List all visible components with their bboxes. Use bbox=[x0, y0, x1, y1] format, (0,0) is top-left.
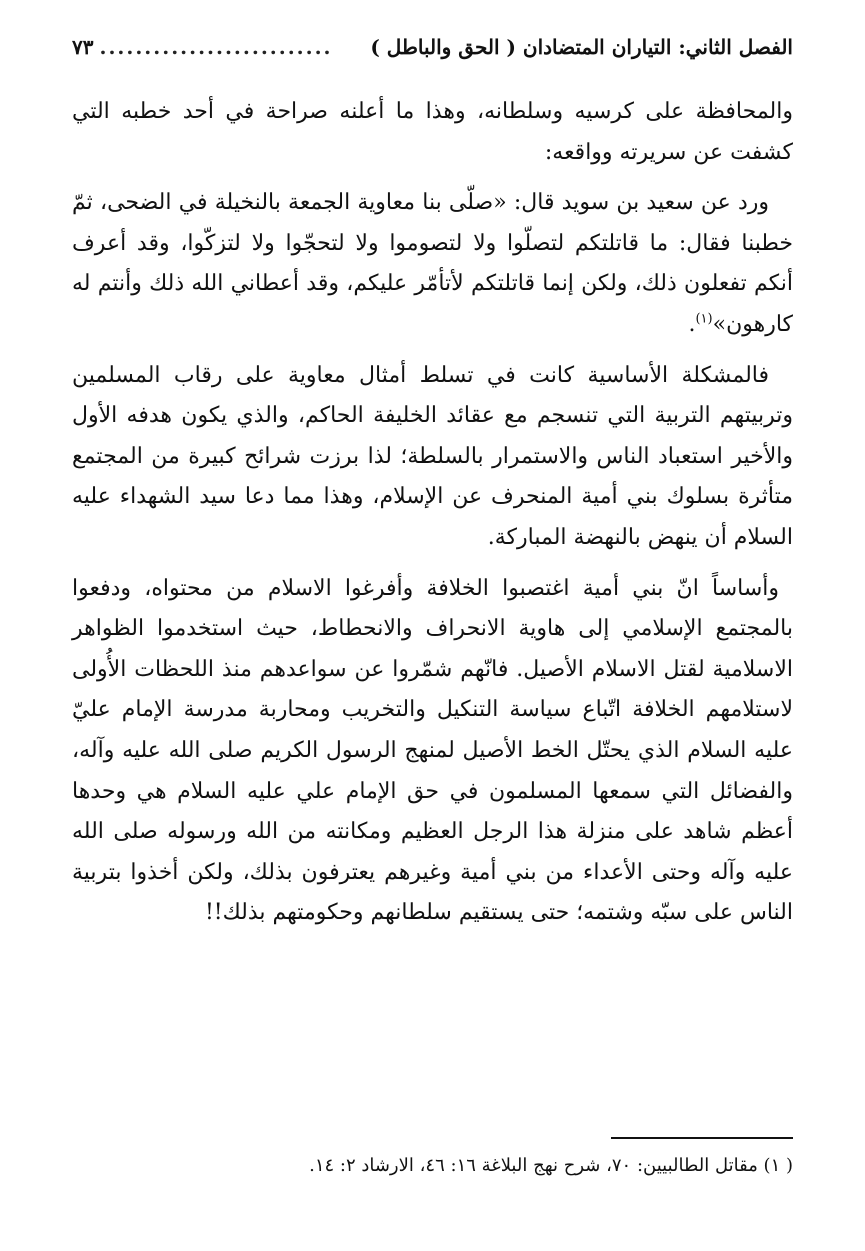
footnote-marker: (١) bbox=[695, 311, 713, 327]
paragraph: والمحافظة على كرسيه وسلطانه، وهذا ما أعلنه صراحة في أحد خطبه التي كشفت عن سريرته وواقعه: bbox=[72, 99, 793, 165]
paragraph: فالمشكلة الأساسية كانت في تسلط أمثال معاوية على رقاب المسلمين وتربيتهم التربية التي تنسجم مع عقائد الخليفة الحاكم، والذي يكون هدفه الأول والأخير استعباد الناس والاستمرار بالسلطة؛ لذا برزت شرائح كبيرة من المجتمع متأثرة بسلوك بني أمية المنحرف عن الإسلام، وهذا مما دعا سيد الشهداء عليه السلام أن ينهض بالنهضة المباركة. bbox=[72, 362, 793, 550]
paragraph: وأساساً انّ بني أمية اغتصبوا الخلافة وأفرغوا الاسلام من محتواه، ودفعوا بالمجتمع الإسلامي إلى هاوية الانحراف والانحطاط، حيث استخدموا الظواهر الاسلامية لقتل الاسلام الأصيل. فانّهم شمّروا عن سواعدهم منذ اللحظات الأُولى لاستلامهم الخلافة اتّباع سياسة التنكيل والتخريب ومحاربة مدرسة الإمام عليّ عليه السلام الذي يحتّل الخط الأصيل لمنهج الرسول الكريم صلى الله عليه وآله، والفضائل التي سمعها المسلمون في حق الإمام علي عليه السلام هي وحدها أعظم شاهد على منزلة هذا الرجل العظيم ومكانته من الله ورسوله صلى الله عليه وآله وحتى الأعداء من بني أمية وغيرهم يعترفون بذلك، ولكن أخذوا بتربية الناس على سبّه وشتمه؛ حتى يستقيم سلطانهم وحكومتهم بذلك!! bbox=[72, 575, 793, 926]
leader-dots: .......................... bbox=[99, 35, 333, 59]
chapter-title: الفصل الثاني: التياران المتضادان ( الحق والباطل ) bbox=[370, 35, 793, 59]
body-text bbox=[72, 92, 793, 944]
footnote: ( ١) مقاتل الطالبيين: ٧٠، شرح نهج البلاغة ١٦: ٤٦، الارشاد ٢: ١٤. bbox=[309, 1155, 793, 1176]
quote-paragraph bbox=[72, 183, 793, 345]
quote-text: ورد عن سعيد بن سويد قال: «صلّى بنا معاوية الجمعة بالنخيلة في الضحى، ثمّ خطبنا فقال: ما قاتلتكم لتصلّوا ولا لتصوموا ولا لتحجّوا ولا لتزكّوا، وقد أعرف أنكم تفعلون ذلك، ولكن إنما قاتلتكم لأتأمّر عليكم، وقد أعطاني الله ذلك وأنتم له كارهون» bbox=[72, 190, 793, 337]
quote-tail: . bbox=[688, 311, 696, 337]
page-number: ٧٣ bbox=[72, 35, 94, 59]
footnote-separator bbox=[611, 1137, 793, 1139]
running-header bbox=[72, 32, 793, 62]
